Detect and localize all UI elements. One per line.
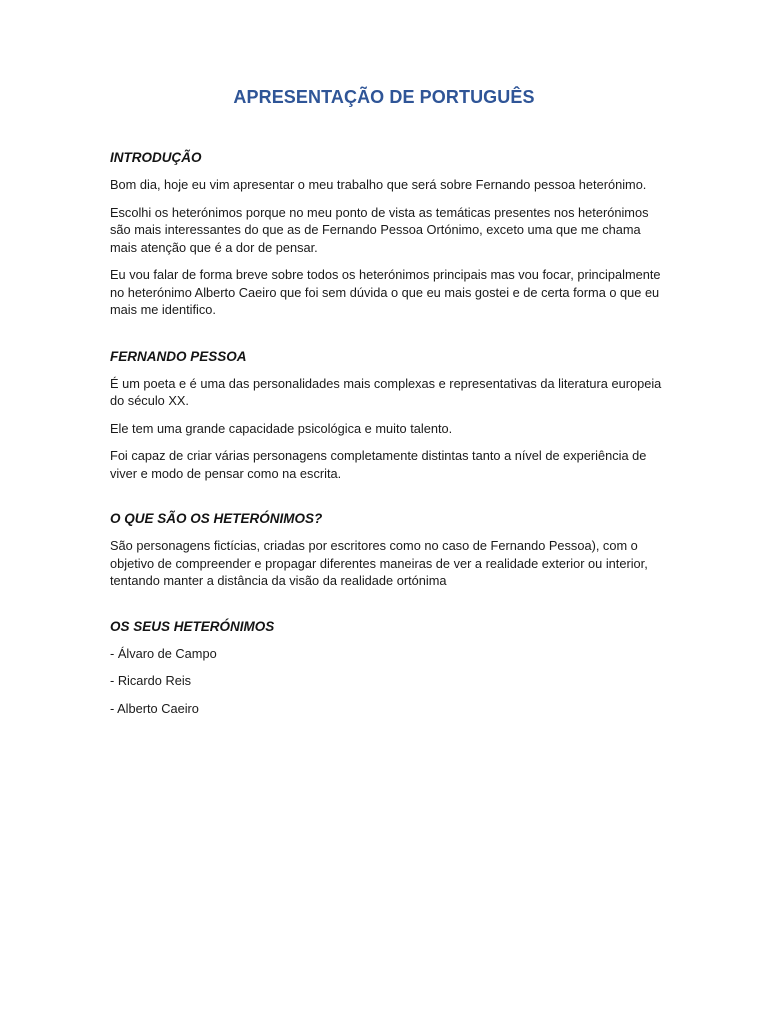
paragraph: São personagens fictícias, criadas por escritores como no caso de Fernando Pessoa), com o objetivo de compreender e propagar diferentes maneiras de ver a realidade exterior ou interior, tentando manter a distância da visão da realidade ortónima [110,538,648,588]
section-heading: O QUE SÃO OS HETERÓNIMOS? [110,511,323,526]
paragraph: É um poeta e é uma das personalidades mais complexas e representativas da literatura europeia do século XX. [110,375,662,408]
section-o-que-sao-os-heteronimos [110,510,665,590]
document-title: APRESENTAÇÃO DE PORTUGUÊS [233,87,535,107]
paragraph: Bom dia, hoje eu vim apresentar o meu trabalho que será sobre Fernando pessoa heterónimo. [110,177,647,192]
list-item: - Álvaro de Campo [110,645,217,661]
section-os-seus-heteronimos [110,618,665,718]
list-item: - Alberto Caeiro [110,700,199,716]
section-heading: FERNANDO PESSOA [110,348,247,364]
section-introducao [110,149,665,319]
document-body [110,149,665,745]
section-heading: OS SEUS HETERÓNIMOS [110,618,275,634]
paragraph: Eu vou falar de forma breve sobre todos os heterónimos principais mas vou focar, principalmente no heterónimo Alberto Caeiro que foi sem dúvida o que eu mais gostei e de certa forma o que eu mais me identifico. [110,267,661,317]
paragraph: Ele tem uma grande capacidade psicológica e muito talento. [110,420,453,436]
section-heading: INTRODUÇÃO [110,150,202,165]
section-fernando-pessoa [110,348,665,483]
list-item: - Ricardo Reis [110,673,192,688]
paragraph: Escolhi os heterónimos porque no meu ponto de vista as temáticas presentes nos heterónimos são mais interessantes do que as de Fernando Pessoa Ortónimo, exceto uma que me chama mais atenção que é a dor de pensar. [110,204,649,255]
paragraph: Foi capaz de criar várias personagens completamente distintas tanto a nível de experiência de viver e modo de pensar como na escrita. [110,448,647,481]
